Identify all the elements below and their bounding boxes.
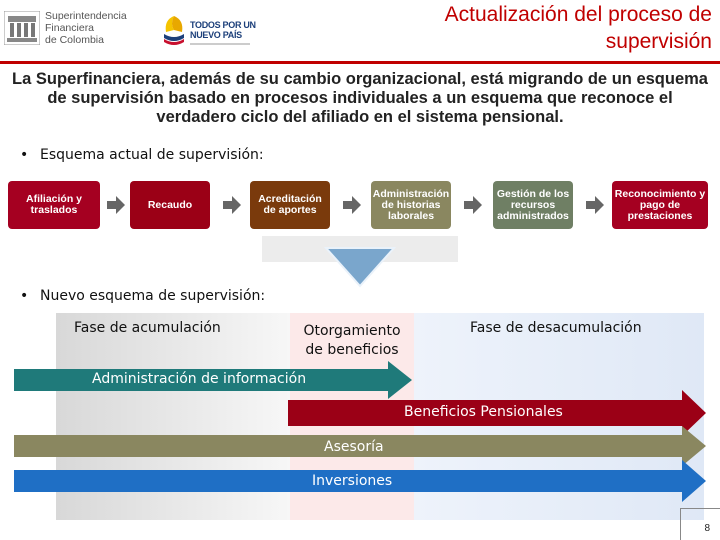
down-transition-arrow-icon xyxy=(262,236,458,288)
title-line1: Actualización del proceso de xyxy=(444,3,712,26)
arrow-right-icon xyxy=(222,195,242,215)
phase-benefits-line1: Otorgamiento xyxy=(303,323,401,339)
bullet-icon: • xyxy=(20,288,29,304)
new-scheme-label: Nuevo esquema de supervisión: xyxy=(40,288,266,304)
bullet-icon: • xyxy=(20,147,29,163)
band-administracion-label: Administración de información xyxy=(92,371,307,387)
page-title xyxy=(312,1,712,55)
step-historias-laborales: Administración de historias laborales xyxy=(371,181,451,229)
arrow-right-icon xyxy=(463,195,483,215)
phase-decumulation-label: Fase de desacumulación xyxy=(470,320,642,336)
arrow-right-icon xyxy=(585,195,605,215)
page-number: 8 xyxy=(704,523,710,534)
arrow-right-icon xyxy=(342,195,362,215)
logo-tp-line1: TODOS POR UN xyxy=(190,20,256,30)
arrow-right-icon xyxy=(106,195,126,215)
step-afiliacion: Afiliación y traslados xyxy=(8,181,100,229)
band-asesoria-label: Asesoría xyxy=(324,439,384,455)
band-inversiones-label: Inversiones xyxy=(312,473,393,489)
header-divider xyxy=(0,61,720,64)
step-acreditacion: Acreditación de aportes xyxy=(250,181,330,229)
logo-tp-line2: NUEVO PAÍS xyxy=(190,30,242,40)
logo-sf-line1: Superintendencia xyxy=(45,10,127,22)
phase-benefits-label xyxy=(292,322,412,360)
todos-por-un-nuevo-pais-logo xyxy=(160,8,260,52)
shield-icon xyxy=(4,11,40,45)
phase-benefits-line2: de beneficios xyxy=(305,342,399,358)
step-gestion-recursos: Gestión de los recursos administrados xyxy=(493,181,573,229)
band-beneficios-label: Beneficios Pensionales xyxy=(404,404,563,420)
new-scheme-heading xyxy=(20,288,265,304)
logo-sf-line2: Financiera xyxy=(45,22,95,34)
intro-paragraph: La Superfinanciera, además de su cambio organizacional, está migrando de un esquema de supervisión basado en procesos individuales a un esquema que reconoce el verdadero ciclo del afiliado en el sistema pensional. xyxy=(12,70,708,126)
logo-sf-line3: de Colombia xyxy=(45,34,104,46)
superintendencia-logo xyxy=(4,9,154,47)
current-scheme-heading xyxy=(20,147,264,163)
current-scheme-label: Esquema actual de supervisión: xyxy=(40,147,264,163)
title-line2: supervisión xyxy=(605,30,712,53)
phase-accumulation-label: Fase de acumulación xyxy=(74,320,221,336)
page-number-box xyxy=(680,508,720,540)
step-reconocimiento: Reconocimiento y pago de prestaciones xyxy=(612,181,708,229)
colombia-emblem-icon xyxy=(160,14,188,48)
step-recaudo: Recaudo xyxy=(130,181,210,229)
